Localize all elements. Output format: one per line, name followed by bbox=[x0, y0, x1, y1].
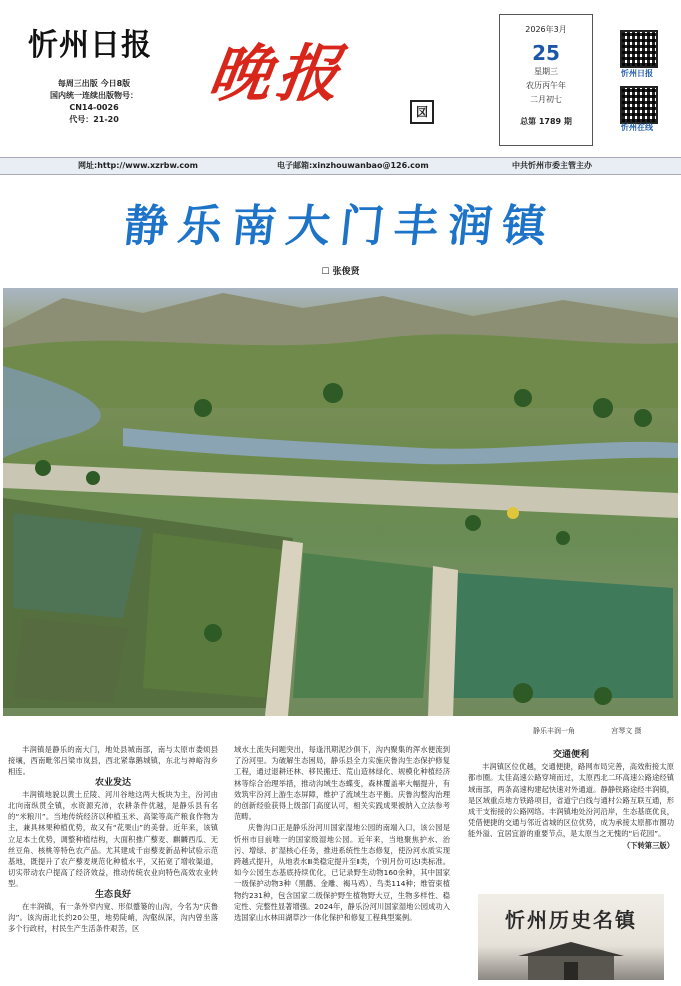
photo-caption bbox=[533, 726, 641, 736]
continued-note[interactable]: （下转第三版） bbox=[622, 840, 674, 850]
date-year-month: 2026年3月 bbox=[525, 25, 567, 34]
paragraph: 丰润镇是静乐的南大门，地处县城南部，南与太原市娄烦县接壤，西南毗邻吕梁市岚县，西北紧靠鹅城镇，东北与神峪沟乡相连。 bbox=[8, 745, 218, 777]
photo-caption-text: 静乐丰润一角 bbox=[533, 727, 575, 735]
paragraph: 域水土流失问题突出，每逢汛期泥沙俱下，沟内聚集的浑水便流到了汾河里。为破解生态困局，静乐县全力实施庆鲁沟生态保护修复工程，通过退耕还林、移民搬迁、荒山造林绿化、规模化种植经济林等综合治理举措，推动沟域生态蝶变，森林覆盖率大幅提升，有效筑牢汾河上游生态屏障，维护了流域生态平衡。庆鲁沟整沟治理的创新经验获得上级部门高度认可，相关实践成果被纳入立法参考范畴。 bbox=[234, 745, 450, 822]
publish-freq: 每周三出版 今日8版 bbox=[57, 79, 131, 88]
cn-number: CN14-0026 bbox=[69, 103, 119, 112]
paragraph: 庆鲁沟口正是静乐汾河川国家湿地公园的南端入口，该公园是忻州市目前唯一的国家级湿地公园。近年来，当地聚焦护水、治污、增绿、扩湿核心任务，推进系统性生态修复，使汾河水质实现跨越式提升，从地表水Ⅲ类稳定提升至Ⅱ类，个别月份可达Ⅰ类标准。如今公园生态基底持续优化，已记录野生动物160余种，其中国家一级保护动物3种（黑鹳、金雕、褐马鸡）、鸟类114种；维管束植物约231种，包含国家二级保护野生植物野大豆，生物多样性、稳定性、完整性显著增强。2024年，静乐汾河川国家湿地公园成功入选国家山水林田湖草沙一体化保护和修复工程典型案例。 bbox=[234, 823, 450, 923]
article-column-2 bbox=[234, 744, 450, 923]
subheading: 生态良好 bbox=[94, 889, 131, 900]
article-photo bbox=[3, 288, 678, 716]
qr-code-icon[interactable] bbox=[620, 30, 658, 68]
date-lunar-year: 农历丙午年 bbox=[526, 81, 566, 90]
issue-info bbox=[38, 78, 150, 126]
subheading: 农业发达 bbox=[94, 777, 131, 788]
postal-code: 代号：21-20 bbox=[69, 115, 119, 124]
date-weekday: 星期三 bbox=[534, 67, 558, 76]
article-column-3 bbox=[468, 744, 674, 851]
paragraph: 丰润镇地貌以黄土丘陵、河川谷地这两大板块为主，汾河由北向南纵贯全镇，水资源充沛，农耕条件优越，是静乐县有名的“米粮川”。当地传统经济以种植玉米、高粱等高产粮食作物为主，兼具林果种植优势，故又有“花果山”的美誉。近年来，该镇立足本土优势，调整种植结构，大面积推广藜麦、麒麟西瓜、无丝豆角、核桃等特色农产品。尤其建成千亩藜麦新品种试验示范基地，既提升了农产藜麦规范化种植水平，又拓宽了增收渠道，切实带动农户提高了经济效益，推动传统农业向特色高效农业转型。 bbox=[8, 789, 218, 889]
date-lunar-day: 二月初七 bbox=[530, 95, 562, 104]
banner-title: 忻州历史名镇 bbox=[505, 908, 637, 932]
article-column-1 bbox=[8, 744, 218, 934]
masthead-stamp: 㘝 bbox=[410, 100, 434, 124]
qr-code-icon[interactable] bbox=[620, 86, 658, 124]
byline: ☐ 张俊贤 bbox=[321, 267, 360, 277]
paragraph: 丰润镇区位优越，交通便捷，路网布局完善，高效衔接太原都市圈。太佳高速公路穿境而过，太原西北二环高速公路途经镇域南部，两条高速构建起快速对外通道。静静铁路途经丰润镇，是区域重点地方铁路项目，省道宁白线与通村公路互联互通，形成干支衔接的公路网络。丰润镇地处汾河沿岸，生态基底优良，凭借便捷的交通与邻近省城的区位优势，成为承接太原都市圈功能外溢、宜居宜游的重要节点，是太原当之无愧的“后花园”。 bbox=[468, 762, 674, 839]
headline: 静乐南大门丰润镇 bbox=[121, 201, 559, 252]
website-link[interactable]: 网址:http://www.xzrbw.com bbox=[78, 161, 198, 170]
building-illustration bbox=[478, 894, 664, 980]
masthead-title: 晚报 bbox=[204, 37, 351, 110]
paragraph: 在丰润镇，有一条外窄内宽、形似蹙篓的山沟，今名为“庆鲁沟”。该沟南北长约20公里，地势陡峭，沟壑纵深，沟内曾坐落多个行政村，村民生产生活条件艰苦，区 bbox=[8, 901, 218, 934]
sponsor: 中共忻州市委主管主办 bbox=[512, 161, 592, 170]
date-box bbox=[499, 14, 593, 146]
date-day: 25 bbox=[532, 41, 560, 65]
paper-name: 忻州日报 bbox=[28, 28, 152, 63]
info-bar bbox=[0, 157, 681, 175]
total-issue: 总第 1789 期 bbox=[520, 117, 572, 126]
column-banner bbox=[478, 894, 664, 980]
cn-label: 国内统一连续出版物号： bbox=[50, 91, 138, 100]
qr-label-2: 忻州在线 bbox=[621, 123, 653, 132]
photo-credit: 宫琴文 摄 bbox=[611, 727, 642, 735]
email-link[interactable]: 电子邮箱:xinzhouwanbao@126.com bbox=[277, 161, 429, 170]
qr-label-1: 忻州日报 bbox=[621, 69, 653, 78]
subheading: 交通便利 bbox=[552, 750, 589, 760]
landscape-illustration bbox=[3, 288, 678, 716]
